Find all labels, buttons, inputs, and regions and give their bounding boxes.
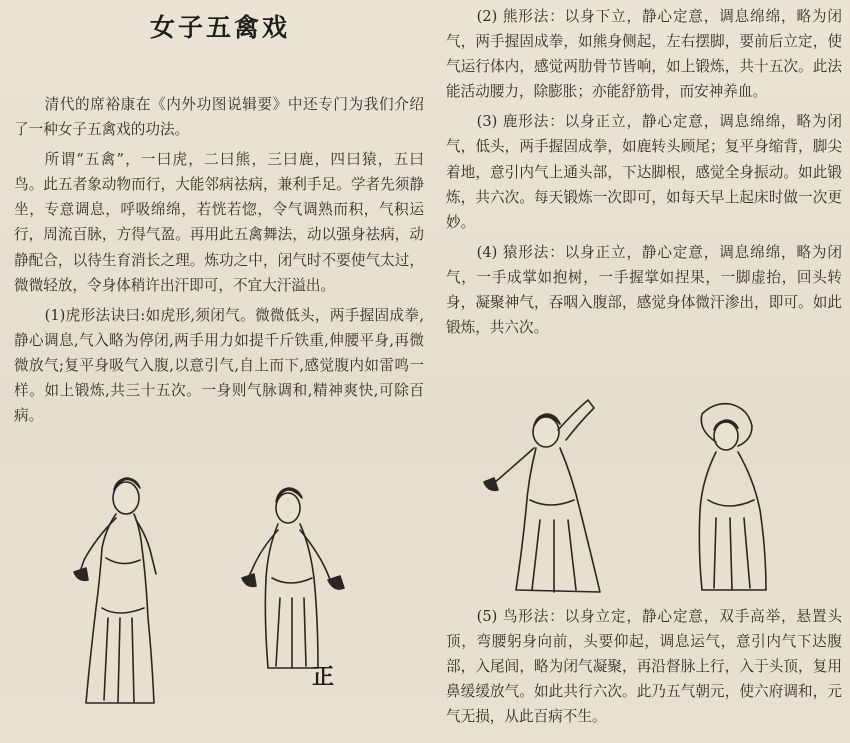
bear-form-paragraph: (2) 熊形法：以身下立，静心定意，调息绵绵，略为闭气，两手握固成拳，如熊身侧起，左右摆脚，要前后立定，使气运行体内，感觉两肋骨节皆响，如上锻炼，共十五次。此法能活动腰力，除膨胀；亦能舒筋骨，而安神养血。 <box>446 8 842 101</box>
woman-figure-ape-left <box>484 400 600 592</box>
five-animals-paragraph: 所谓“五禽”，一曰虎，二曰熊，三曰鹿，四曰猿，五曰鸟。此五者象动物而行，大能邻病祛病，兼利手足。学者先须静坐，专意调息，呼吸绵绵，若恍若惚，令气调熟而积，气积运行，周流百脉，方得气盈。再用此五禽舞法，动以强身祛病，动静配合，以待生育消长之理。炼功之中，闭气时不要使气太过，微微轻放，令身体稍许出汗即可，不宜大汗溢出。 <box>14 151 424 294</box>
bird-form-paragraph: (5) 鸟形法：以身立定，静心定意，双手高举，悬置头顶，弯腰躬身向前，头要仰起，调息运气，意引内气下达腹部，入尾闾，略为闭气凝聚，再沿督脉上行，入于头顶，复用鼻缓缓放气。如此共行六次。此乃五气朝元，使六府调和，元气无损，从此百病不生。 <box>446 608 842 726</box>
right-text-column-bottom <box>446 604 842 734</box>
tiger-form-illustration <box>56 468 406 718</box>
ape-form-illustration <box>470 390 810 600</box>
woman-figure-right <box>242 488 344 668</box>
left-text-column <box>14 92 424 433</box>
tiger-form-paragraph: (1)虎形法诀曰:如虎形,须闭气。微微低头，两手握固成拳,静心调息,气入略为停闭,两手用力如提千斤铁重,伸腰平身,再微微放气;复平身吸气入腹,以意引气,自上而下,感觉腹内如雷鸣一样。如上锻炼,共三十五次。一身则气脉调和,精神爽快,可除百病。 <box>14 306 424 425</box>
woman-figure-ape-right <box>699 404 766 590</box>
figure-caption-mark: 正 <box>312 664 335 690</box>
page-title: 女子五禽戏 <box>150 13 291 42</box>
ape-form-paragraph: (4) 猿形法：以身正立，静心定意，调息绵绵，略为闭气，一手成掌如抱树，一手握掌如捏果，一脚虚抬，回头转身，凝聚神气，吞咽入腹部，感觉身体微汗渗出，即可。如此锻炼，共六次。 <box>446 243 842 337</box>
deer-form-paragraph: (3) 鹿形法：以身正立，静心定意，调息绵绵，略为闭气，低头，两手握固成拳，如鹿转头顾尾；复平身缩背，脚尖着地，意引内气上通头部，下达脚根，感觉全身振动。如此锻炼，共六次。每天锻炼一次即可，如每天早上起床时做一次更妙。 <box>446 113 842 231</box>
right-text-column <box>446 4 842 345</box>
woman-figure-left <box>74 478 156 703</box>
intro-paragraph: 清代的席裕康在《内外功图说辑要》中还专门为我们介绍了一种女子五禽戏的功法。 <box>14 96 424 139</box>
